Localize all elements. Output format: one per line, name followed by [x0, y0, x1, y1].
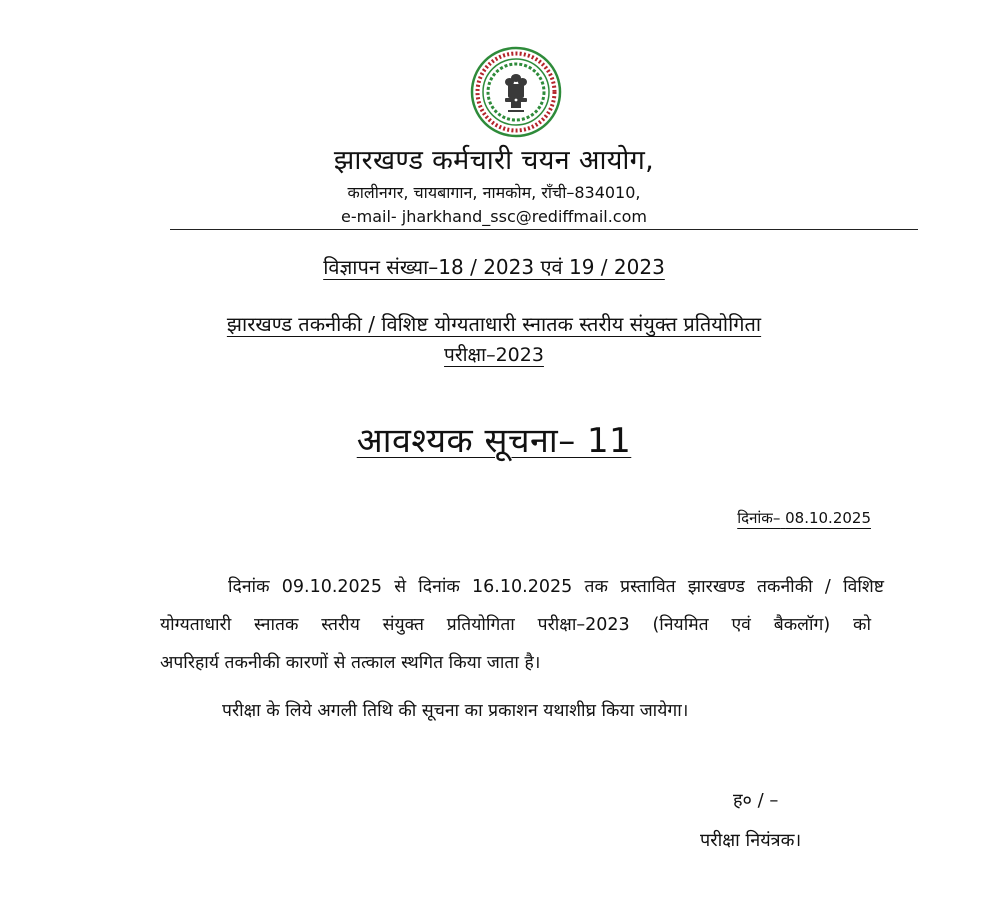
- date-value: 08.10.2025: [785, 509, 871, 527]
- advertisement-number: [0, 253, 988, 280]
- notice-title: [0, 416, 988, 462]
- exam-title-line-2-text: परीक्षा–2023: [444, 344, 544, 366]
- notice-title-text: आवश्यक सूचना– 11: [356, 421, 632, 461]
- header-divider: [170, 229, 918, 230]
- body-paragraph-1-line-3: अपरिहार्य तकनीकी कारणों से तत्काल स्थगित किया जाता है।: [160, 653, 541, 673]
- exam-title-line-2: [0, 341, 988, 367]
- notice-date: [737, 508, 871, 528]
- exam-title-line-1-text: झारखण्ड तकनीकी / विशिष्ट योग्यताधारी स्नातक स्तरीय संयुक्त प्रतियोगिता: [226, 312, 762, 336]
- organization-name: झारखण्ड कर्मचारी चयन आयोग,: [333, 145, 655, 176]
- signature-mark: ह० / –: [733, 790, 779, 811]
- date-label: दिनांक–: [737, 509, 781, 527]
- advertisement-number-text: विज्ञापन संख्या–18 / 2023 एवं 19 / 2023: [323, 255, 665, 279]
- exam-title-line-1: [0, 310, 988, 337]
- body-paragraph-1-line-2: योग्यताधारी स्नातक स्तरीय संयुक्त प्रतियोगिता परीक्षा–2023 (नियमित एवं बैकलॉग) को: [160, 615, 871, 635]
- body-paragraph-2: परीक्षा के लिये अगली तिथि की सूचना का प्रकाशन यथाशीघ्र किया जायेगा।: [222, 701, 689, 721]
- organization-address: कालीनगर, चायबागान, नामकोम, राँची–834010,: [347, 183, 641, 202]
- organization-email: e-mail- jharkhand_ssc@rediffmail.com: [341, 207, 647, 226]
- signatory-designation: परीक्षा नियंत्रक।: [700, 830, 802, 851]
- jharkhand-government-seal: [470, 46, 562, 138]
- body-paragraph-1-line-1: दिनांक 09.10.2025 से दिनांक 16.10.2025 तक प्रस्तावित झारखण्ड तकनीकी / विशिष्ट: [228, 577, 884, 597]
